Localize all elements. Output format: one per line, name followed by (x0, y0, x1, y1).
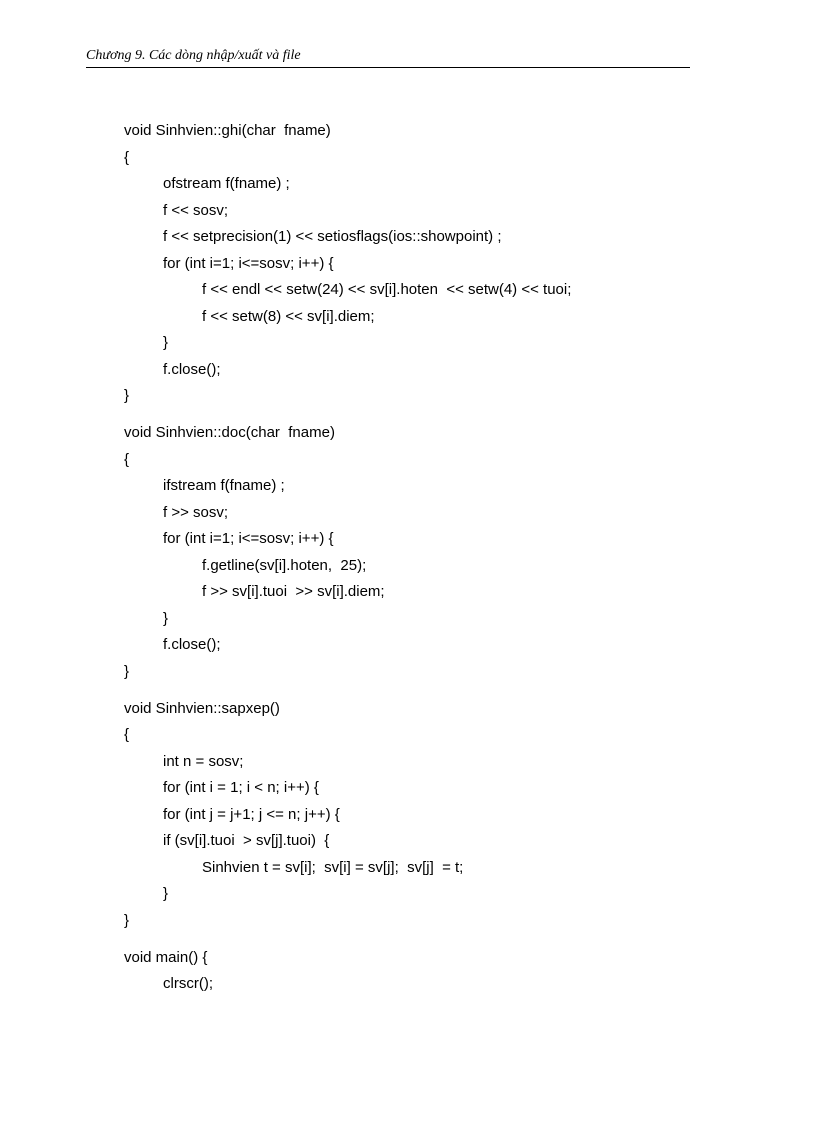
code-line: f >> sosv; (163, 503, 229, 521)
code-line: { (124, 450, 130, 468)
code-line: } (163, 885, 169, 902)
block-gap (124, 410, 764, 421)
code-line: f >> sv[i].tuoi >> sv[i].diem; (202, 583, 385, 600)
code-line: Sinhvien t = sv[i]; sv[i] = sv[j]; sv[j] = t; (202, 858, 464, 876)
code-line: for (int i = 1; i < n; i++) { (163, 779, 319, 796)
code-line: f << setw(8) << sv[i].diem; (202, 307, 375, 325)
code-line: void Sinhvien::ghi(char fname) (124, 122, 331, 139)
code-line: f << endl << setw(24) << sv[i].hoten << setw(4) << tuoi; (202, 281, 572, 298)
code-line: f.close(); (163, 360, 221, 378)
code-line: } (124, 662, 130, 680)
code-line: } (163, 334, 169, 351)
code-line: } (163, 609, 169, 627)
code-line: { (124, 148, 130, 166)
code-line: for (int i=1; i<=sosv; i++) { (163, 254, 334, 272)
code-line: } (124, 387, 130, 404)
code-line: f << sosv; (163, 201, 229, 219)
code-line: clrscr(); (163, 975, 213, 992)
code-line: if (sv[i].tuoi > sv[j].tuoi) { (163, 832, 330, 849)
chapter-header (86, 47, 690, 68)
block-gap (124, 934, 764, 945)
code-listing (124, 118, 764, 998)
code-line: } (124, 911, 130, 929)
code-line: int n = sosv; (163, 752, 244, 770)
code-line: { (124, 726, 130, 743)
code-line: for (int j = j+1; j <= n; j++) { (163, 805, 340, 823)
code-line: void Sinhvien::doc(char fname) (124, 424, 335, 441)
block-gap (124, 685, 764, 696)
code-line: f.close(); (163, 636, 221, 653)
code-line: ofstream f(fname) ; (163, 175, 290, 192)
code-line: void main() { (124, 948, 208, 966)
code-line: f << setprecision(1) << setiosflags(ios::showpoint) ; (163, 228, 502, 245)
chapter-title: Chương 9. Các dòng nhập/xuất và file (86, 48, 301, 63)
code-line: ifstream f(fname) ; (163, 477, 285, 494)
code-line: void Sinhvien::sapxep() (124, 699, 280, 717)
code-line: for (int i=1; i<=sosv; i++) { (163, 530, 334, 547)
code-line: f.getline(sv[i].hoten, 25); (202, 556, 367, 574)
